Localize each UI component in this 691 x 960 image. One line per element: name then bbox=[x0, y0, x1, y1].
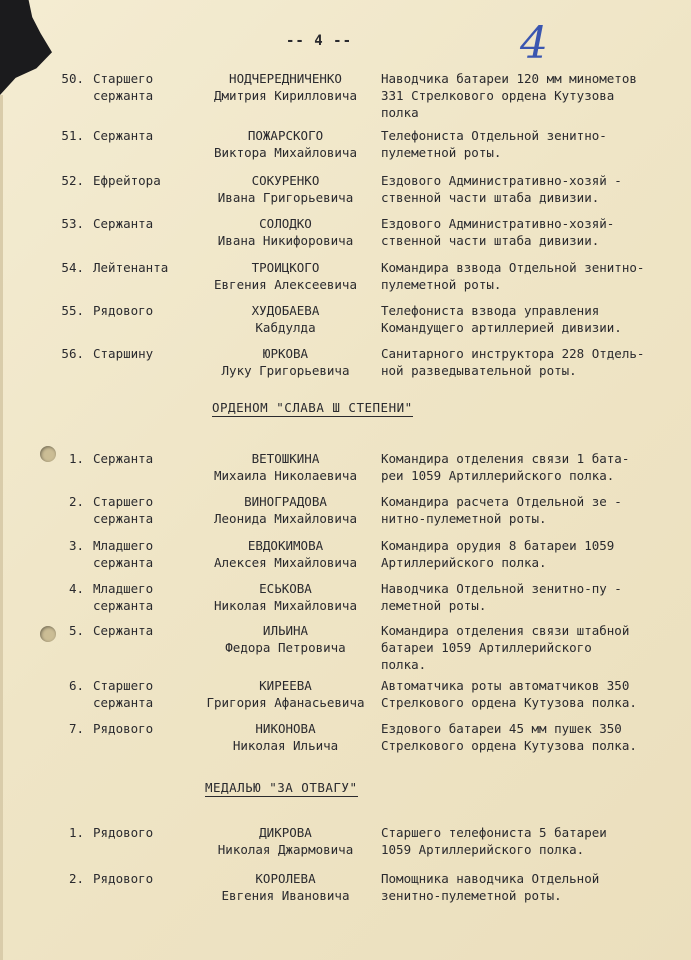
entry-position: Наводчика батареи 120 мм минометов 331 Стрелкового ордена Кутузова полка bbox=[381, 71, 637, 120]
entry-name bbox=[193, 70, 378, 104]
entry-rank: Лейтенанта bbox=[93, 260, 169, 275]
heading-underline bbox=[212, 416, 413, 417]
entry-number: 53. bbox=[61, 216, 84, 231]
entry-name bbox=[193, 580, 378, 614]
section-heading-text: ОРДЕНОМ "СЛАВА Ш СТЕПЕНИ" bbox=[212, 400, 413, 415]
entry-given-name: Ивана Никифоровича bbox=[217, 233, 354, 248]
entry-surname: ТРОИЦКОГО bbox=[251, 260, 320, 275]
section-heading bbox=[205, 780, 358, 797]
entry-given-name: Леонида Михайловича bbox=[214, 511, 357, 526]
entry-position: Помощника наводчика Отдельной зенитно-пулеметной роты. bbox=[381, 871, 600, 903]
entry-rank: Ефрейтора bbox=[93, 173, 161, 188]
entry-given-name: Федора Петровича bbox=[225, 640, 346, 655]
handwritten-page-number: 4 bbox=[520, 18, 548, 69]
entry-position: Наводчика Отдельной зенитно-пу - леметной роты. bbox=[381, 581, 622, 613]
entry-number: 7. bbox=[68, 721, 84, 736]
entry-name bbox=[193, 537, 378, 571]
entry-surname: ХУДОБАЕВА bbox=[251, 303, 320, 318]
entry-position: Телефониста взвода управления Командущего артиллерией дивизии. bbox=[381, 303, 622, 335]
entry-name bbox=[193, 622, 378, 656]
entry-number: 2. bbox=[68, 871, 84, 886]
entry-surname: КИРЕЕВА bbox=[259, 678, 312, 693]
entry-rank: Рядового bbox=[93, 871, 154, 886]
entry-name bbox=[193, 127, 378, 161]
section-heading-text: МЕДАЛЬЮ "ЗА ОТВАГУ" bbox=[205, 780, 358, 795]
entry-position: Командира орудия 8 батареи 1059 Артиллерийского полка. bbox=[381, 538, 615, 570]
entry-position: Телефониста Отдельной зенитно- пулеметной роты. bbox=[381, 128, 607, 160]
entry-number: 52. bbox=[61, 173, 84, 188]
entry-rank: Старшего сержанта bbox=[93, 71, 154, 103]
entry-number: 54. bbox=[61, 260, 84, 275]
heading-underline bbox=[205, 796, 358, 797]
entry-surname: СОКУРЕНКО bbox=[251, 173, 320, 188]
entry-number: 2. bbox=[68, 494, 84, 509]
entry-position: Ездового Административно-хозяй- ственной части штаба дивизии. bbox=[381, 216, 615, 248]
paper-edge bbox=[0, 95, 3, 960]
entry-given-name: Луку Григорьевича bbox=[221, 363, 350, 378]
entry-given-name: Евгения Алексеевича bbox=[214, 277, 357, 292]
entry-position: Санитарного инструктора 228 Отдель- ной разведывательной роты. bbox=[381, 346, 645, 378]
entry-number: 51. bbox=[61, 128, 84, 143]
entry-position: Автоматчика роты автоматчиков 350 Стрелкового ордена Кутузова полка. bbox=[381, 678, 637, 710]
entry-number: 50. bbox=[61, 71, 84, 86]
entry-name bbox=[193, 677, 378, 711]
page-number: -- 4 -- bbox=[286, 33, 353, 49]
entry-surname: ЕВДОКИМОВА bbox=[247, 538, 324, 553]
entry-name bbox=[193, 870, 378, 904]
entry-given-name: Кабдулда bbox=[255, 320, 316, 335]
entry-rank: Старшину bbox=[93, 346, 154, 361]
entry-rank: Сержанта bbox=[93, 623, 154, 638]
entry-given-name: Николая Джармовича bbox=[217, 842, 354, 857]
entry-name bbox=[193, 302, 378, 336]
entry-surname: ВЕТОШКИНА bbox=[251, 451, 320, 466]
entry-position: Командира взвода Отдельной зенитно- пулеметной роты. bbox=[381, 260, 645, 292]
entry-surname: ВИНОГРАДОВА bbox=[244, 494, 327, 509]
entry-number: 5. bbox=[68, 623, 84, 638]
entry-rank: Сержанта bbox=[93, 128, 154, 143]
entry-given-name: Виктора Михайловича bbox=[214, 145, 357, 160]
entry-name bbox=[193, 215, 378, 249]
entry-given-name: Михаила Николаевича bbox=[214, 468, 357, 483]
entry-surname: ИЛЬИНА bbox=[262, 623, 309, 638]
entry-rank: Старшего сержанта bbox=[93, 678, 154, 710]
entry-position: Командира отделения связи 1 бата- реи 1059 Артиллерийского полка. bbox=[381, 451, 630, 483]
entry-rank: Рядового bbox=[93, 825, 154, 840]
entry-number: 3. bbox=[68, 538, 84, 553]
entry-given-name: Николая Ильича bbox=[232, 738, 339, 753]
entry-name bbox=[193, 824, 378, 858]
entry-rank: Младшего сержанта bbox=[93, 538, 154, 570]
section-heading bbox=[212, 400, 413, 417]
entry-number: 6. bbox=[68, 678, 84, 693]
entry-surname: СОЛОДКО bbox=[259, 216, 312, 231]
entry-name bbox=[193, 450, 378, 484]
entry-rank: Рядового bbox=[93, 721, 154, 736]
entry-name bbox=[193, 493, 378, 527]
entry-position: Ездового батареи 45 мм пушек 350 Стрелкового ордена Кутузова полка. bbox=[381, 721, 637, 753]
entry-number: 1. bbox=[68, 451, 84, 466]
entry-name bbox=[193, 259, 378, 293]
entry-number: 4. bbox=[68, 581, 84, 596]
entry-name bbox=[193, 720, 378, 754]
entry-name bbox=[193, 345, 378, 379]
entry-number: 1. bbox=[68, 825, 84, 840]
entry-surname: ПОЖАРСКОГО bbox=[247, 128, 324, 143]
entry-rank: Рядового bbox=[93, 303, 154, 318]
entry-surname: НОДЧЕРЕДНИЧЕНКО bbox=[229, 71, 342, 86]
entry-surname: КОРОЛЕВА bbox=[255, 871, 316, 886]
entry-given-name: Алексея Михайловича bbox=[214, 555, 357, 570]
entry-number: 55. bbox=[61, 303, 84, 318]
entry-surname: НИКОНОВА bbox=[255, 721, 316, 736]
entry-name bbox=[193, 172, 378, 206]
entry-position: Ездового Административно-хозяй - ственной части штаба дивизии. bbox=[381, 173, 622, 205]
entry-given-name: Николая Михайловича bbox=[214, 598, 357, 613]
entry-rank: Старшего сержанта bbox=[93, 494, 154, 526]
entry-given-name: Григория Афанасьевича bbox=[206, 695, 365, 710]
entry-rank: Сержанта bbox=[93, 451, 154, 466]
entry-rank: Сержанта bbox=[93, 216, 154, 231]
entry-surname: ЕСЬКОВА bbox=[259, 581, 312, 596]
entry-given-name: Дмитрия Кирилловича bbox=[214, 88, 357, 103]
entry-rank: Младшего сержанта bbox=[93, 581, 154, 613]
entry-position: Командира отделения связи штабной батареи 1059 Артиллерийского полка. bbox=[381, 623, 630, 672]
entry-position: Командира расчета Отдельной зе - нитно-пулеметной роты. bbox=[381, 494, 622, 526]
entry-given-name: Ивана Григорьевича bbox=[217, 190, 354, 205]
entry-surname: ЮРКОВА bbox=[262, 346, 309, 361]
entry-number: 56. bbox=[61, 346, 84, 361]
entry-position: Старшего телефониста 5 батареи 1059 Артиллерийского полка. bbox=[381, 825, 607, 857]
entry-surname: ДИКРОВА bbox=[259, 825, 312, 840]
entry-given-name: Евгения Ивановича bbox=[221, 888, 350, 903]
